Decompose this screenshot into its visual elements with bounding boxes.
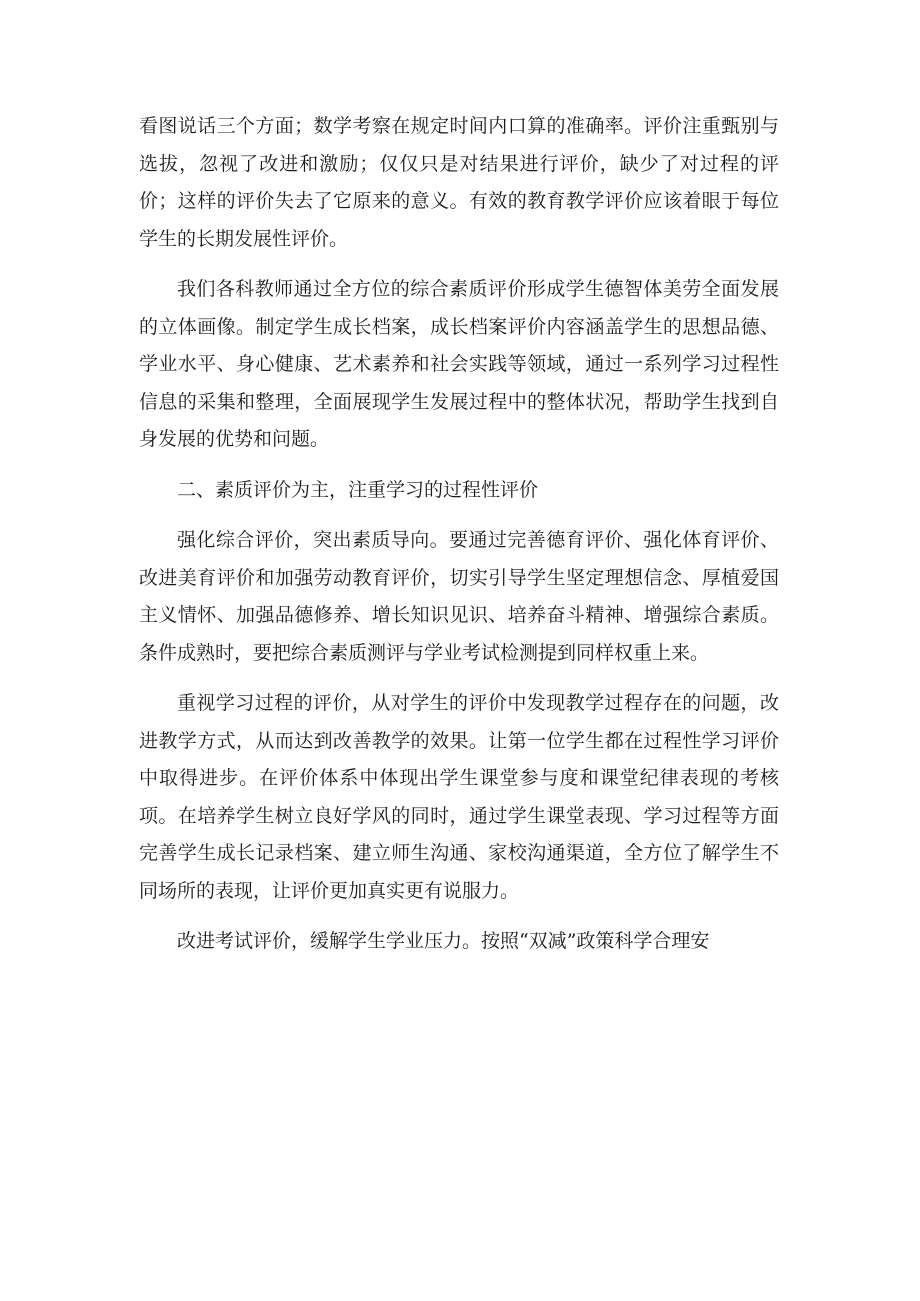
section-heading: 二、素质评价为主，注重学习的过程性评价 bbox=[177, 478, 539, 501]
paragraph-4: 重视学习过程的评价，从对学生的评价中发现教学过程存在的问题，改进教学方式，从而达到改善教学的效果。让第一位学生都在过程性学习评价中取得进步。在评价体系中体现出学生课堂参与度和课堂纪律表现的考核项。在培养学生树立良好学风的同时，通过学生课堂表现、学习过程等方面完善学生成长记录档案、建立师生沟通、家校沟通渠道，全方位了解学生不同场所的表现，让评价更加真实更有说服力。 bbox=[139, 692, 779, 902]
paragraph-1: 看图说话三个方面；数学考察在规定时间内口算的准确率。评价注重甄别与选拔，忽视了改进和激励；仅仅只是对结果进行评价，缺少了对过程的评价；这样的评价失去了它原来的意义。有效的教育教学评价应该着眼于每位学生的长期发展性评价。 bbox=[139, 115, 779, 250]
paragraph-2: 我们各科教师通过全方位的综合素质评价形成学生德智体美劳全面发展的立体画像。制定学生成长档案，成长档案评价内容涵盖学生的思想品德、学业水平、身心健康、艺术素养和社会实践等领域，通过一系列学习过程性信息的采集和整理，全面展现学生发展过程中的整体状况，帮助学生找到自身发展的优势和问题。 bbox=[139, 278, 779, 450]
document-body bbox=[139, 108, 779, 974]
paragraph-3: 强化综合评价，突出素质导向。要通过完善德育评价、强化体育评价、改进美育评价和加强劳动教育评价，切实引导学生坚定理想信念、厚植爱国主义情怀、加强品德修养、增长知识见识、培养奋斗精神、增强综合素质。条件成熟时，要把综合素质测评与学业考试检测提到同样权重上来。 bbox=[139, 529, 779, 664]
paragraph-5: 改进考试评价，缓解学生学业压力。按照“双减”政策科学合理安 bbox=[177, 930, 710, 952]
